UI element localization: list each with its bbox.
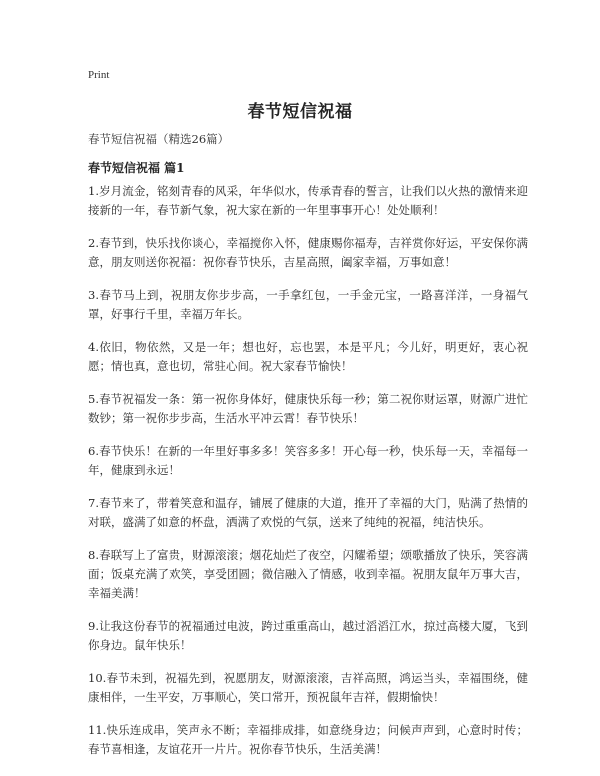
paragraph-2: 2.春节到，快乐找你谈心，幸福搅你入怀，健康赐你福寿，吉祥赏你好运，平安保你满意，朋友则送你祝福：祝你春节快乐，吉星高照，阖家幸福，万事如意！ xyxy=(88,236,528,269)
document-subtitle: 春节短信祝福（精选26篇） xyxy=(88,132,230,146)
paragraph-4: 4.依旧，物依然，又是一年；想也好，忘也罢，本是平凡；今儿好，明更好，衷心祝愿；情也真，意也切，常驻心间。祝大家春节愉快！ xyxy=(88,340,528,373)
paragraph-11: 11.快乐连成串，笑声永不断；幸福排成排，如意绕身边；问候声声到，心意时时传；春节喜相逢，友谊花开一片片。祝你春节快乐，生活美满！ xyxy=(88,723,528,756)
paragraph-5: 5.春节祝福发一条：第一祝你身体好，健康快乐每一秒；第二祝你财运罩，财源广进忙数钞；第一祝你步步高，生活水平冲云霄！春节快乐！ xyxy=(88,392,528,425)
paragraph-6: 6.春节快乐！在新的一年里好事多多！笑容多多！开心每一秒，快乐每一天，幸福每一年，健康到永远！ xyxy=(88,444,528,477)
paragraph-1: 1.岁月流金，铭刻青春的风采，年华似水，传承青春的誓言，让我们以火热的激情来迎接新的一年，春节新气象，祝大家在新的一年里事事开心！处处顺利！ xyxy=(88,184,528,217)
paragraph-list xyxy=(88,182,528,773)
page-title: 春节短信祝福 xyxy=(247,102,353,122)
paragraph-10: 10.春节未到，祝福先到，祝愿朋友，财源滚滚，吉祥高照，鸿运当头，幸福围绕，健康相伴，一生平安，万事顺心，笑口常开，预祝鼠年吉祥，假期愉快！ xyxy=(88,671,528,704)
print-link[interactable]: Print xyxy=(88,69,110,81)
section-heading: 春节短信祝福 篇1 xyxy=(88,161,185,175)
paragraph-9: 9.让我这份春节的祝福通过电波，跨过重重高山，越过滔滔江水，掠过高楼大厦，飞到你身边。鼠年快乐！ xyxy=(88,619,528,652)
paragraph-8: 8.春联写上了富贵，财源滚滚；烟花灿烂了夜空，闪耀希望；颂歌播放了快乐，笑容满面；饭桌充满了欢笑，享受团圆；微信融入了情感，收到幸福。祝朋友鼠年万事大吉，幸福美满！ xyxy=(88,548,528,600)
paragraph-7: 7.春节来了，带着笑意和温存，铺展了健康的大道，推开了幸福的大门，贴满了热情的对联，盛满了如意的杯盘，洒满了欢悦的气氛，送来了纯纯的祝福，纯洁快乐。 xyxy=(88,496,528,529)
paragraph-3: 3.春节马上到，祝朋友你步步高，一手拿红包，一手金元宝，一路喜洋洋，一身福气罩，好事行千里，幸福万年长。 xyxy=(88,288,528,321)
